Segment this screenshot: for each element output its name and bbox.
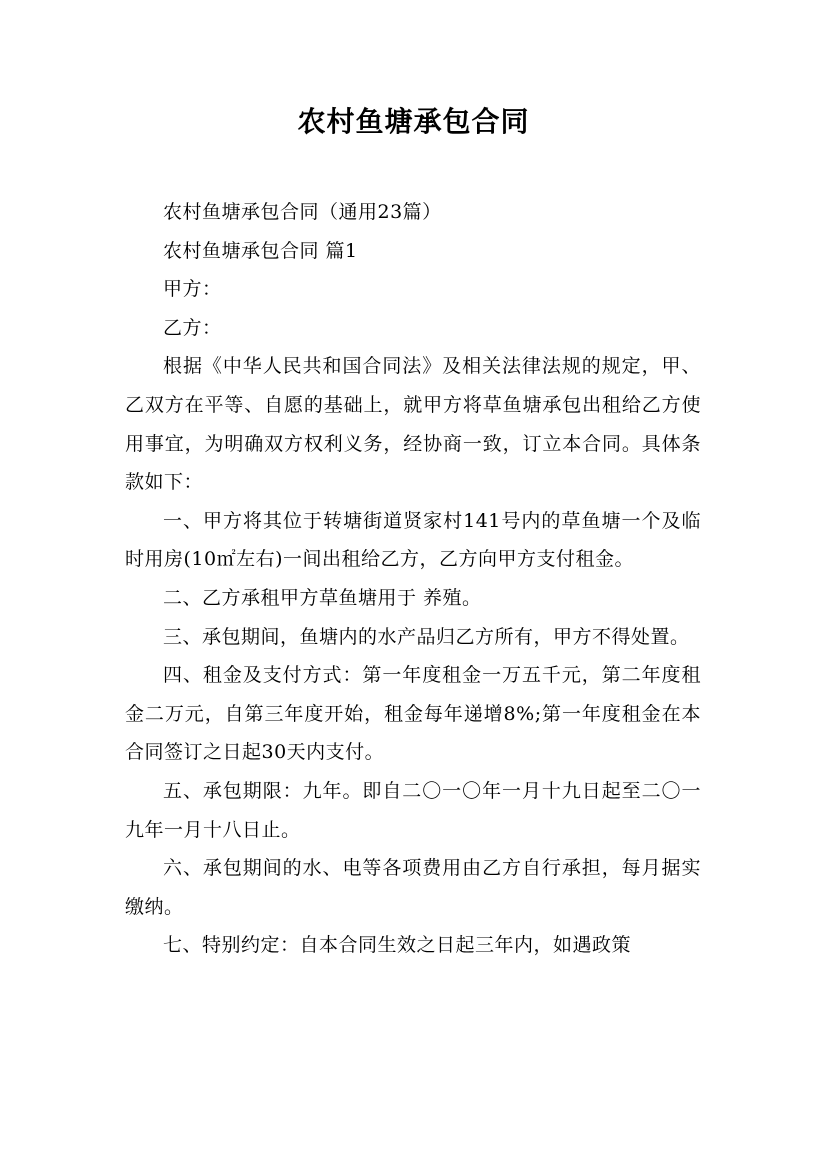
party-a-line: 甲方：: [163, 278, 222, 301]
clause-4: 四、租金及支付方式：第一年度租金一万五千元，第二年度租金二万元，自第三年度开始，租金每年递增8%;第一年度租金在本合同签订之日起30天内支付。: [125, 664, 701, 764]
document-title: 农村鱼塘承包合同: [297, 105, 530, 138]
clause-7: 七、特别约定：自本合同生效之日起三年内，如遇政策: [163, 934, 632, 957]
clause-6: 六、承包期间的水、电等各项费用由乙方自行承担，每月据实缴纳。: [125, 857, 701, 918]
preamble-paragraph: 根据《中华人民共和国合同法》及相关法律法规的规定，甲、乙双方在平等、自愿的基础上，就甲方将草鱼塘承包出租给乙方使用事宜，为明确双方权利义务，经协商一致，订立本合同。具体条款如下：: [125, 355, 701, 494]
clause-1: 一、甲方将其位于转塘街道贤家村141号内的草鱼塘一个及临时用房(10㎡左右)一间出租给乙方，乙方向甲方支付租金。: [125, 509, 701, 571]
party-b-line: 乙方：: [163, 316, 222, 339]
clause-5: 五、承包期限：九年。即自二〇一〇年一月十九日起至二〇一九年一月十八日止。: [125, 779, 701, 841]
subtitle-collection: 农村鱼塘承包合同（通用23篇）: [163, 201, 442, 223]
section-heading: 农村鱼塘承包合同 篇1: [163, 239, 358, 262]
clause-2: 二、乙方承租甲方草鱼塘用于 养殖。: [163, 586, 482, 609]
document-body: [125, 193, 701, 965]
clause-3: 三、承包期间，鱼塘内的水产品归乙方所有，甲方不得处置。: [163, 625, 690, 648]
